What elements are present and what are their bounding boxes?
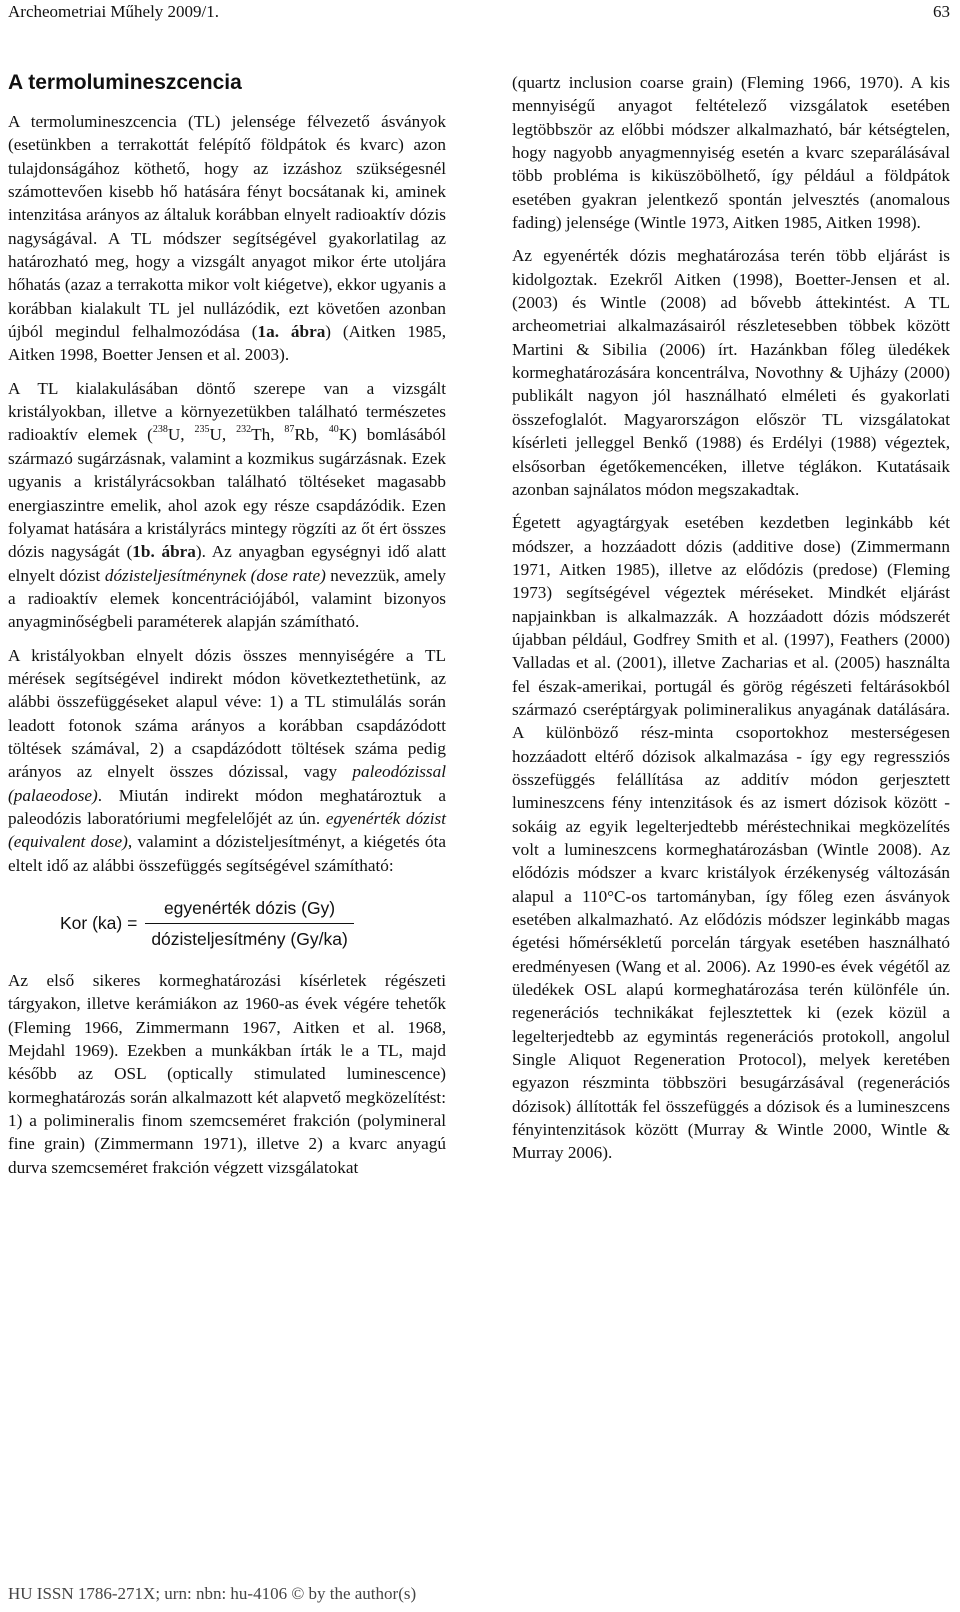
right-column bbox=[512, 71, 950, 1175]
text-run: ). Az anyagban egységnyi idő alatt elnyelt dózist bbox=[8, 542, 447, 585]
text-run: A kristályokban elnyelt dózis összes mennyiségére a TL mérések segítségével indirekt módon következtethetünk, az alábbi összefüggéseket alapul véve: 1) a TL stimulálás során leadott fotonok száma arányos a korábban csapdázódott töltések számával, 2) a csapdázódott töltések száma pedig arányos az elnyelt összes dózissal, vagy bbox=[8, 645, 446, 782]
text-run: A TL kialakulásában döntő szerepe van a vizsgált kristályokban, illetve a környezetükben található természetes radioaktív elemek ( bbox=[8, 378, 446, 445]
element-symbol: Rb, bbox=[294, 425, 329, 445]
text-run: ) (Aitken 1985, Aitken 1998, Boetter Jensen et al. 2003). bbox=[8, 322, 446, 365]
paragraph-radioactive-elements bbox=[8, 377, 446, 634]
term-paleodose: paleodózissal (palaeodose) bbox=[8, 762, 446, 805]
isotope-mass: 232 bbox=[236, 424, 252, 436]
section-heading: A termolumineszcencia bbox=[8, 71, 242, 94]
text-run: nevezzük, amely a radioaktív elemek koncentrációjából, valamint bizonyos anyagminőségbeli paraméterek alapján számítható. bbox=[8, 565, 446, 632]
journal-title: Archeometriai Műhely 2009/1. bbox=[8, 2, 220, 21]
page-number: 63 bbox=[933, 2, 950, 21]
page-header bbox=[8, 0, 950, 26]
paragraph-paleodose bbox=[8, 644, 446, 877]
left-column bbox=[8, 70, 446, 1189]
age-formula bbox=[60, 895, 446, 953]
paragraph-first-experiments: Az első sikeres kormeghatározási kísérletek régészeti tárgyakon, illetve kerámiákon az 1960-as évek végére tehetők (Fleming 1966, Zimmermann 1967, Aitken et al. 1968, Mejdahl 1969). Ezekben a munkákban írták le a TL, majd később az OSL (optically stimulated luminescence) kormeghatározás során alkalmazott két alapvető megközelítést: 1) a polimineralis finom szemcseméret frakción (polymineral fine grain) (Zimmermann 1971), illetve 2) a kvarc anyagú durva szemcseméret frakción végzett vizsgálatokat bbox=[8, 971, 446, 1177]
paragraph-equivalent-dose-methods: Az egyenérték dózis meghatározása terén több eljárást is kidolgoztak. Ezekről Aitken (1998), Boetter-Jensen et al. (2003) és Wintle (2008) ad bővebb áttekintést. A TL archeometriai alkalmazásairól részletesebben többek között Martini & Sibilia (2006) írt. Hazánkban főleg üledékek kormeghatározására koncentrálva, Novothny & Ujházy (2000) publikált nagyon jól használható elméleti és gyakorlati összefoglalót. Magyarországon először TL vizsgálatokat kísérleti jelleggel Benkő (1988) és Erdélyi (1988) végeztek, elsősorban égetőkemencéken, illetve téglákon. Kutatásaik azonban sajnálatos módon megszakadtak. bbox=[512, 246, 950, 499]
formula-denominator: dózisteljesítmény (Gy/ka) bbox=[145, 923, 353, 951]
formula-lhs: Kor (ka) = bbox=[60, 913, 138, 934]
text-run: K) bomlásából származó sugárzásnak, valamint a kozmikus sugárzásnak. Ezek ugyanis a kristályrácsokban található töltéseket magasabb energiaszintre emelik, ahol azok egy része csapdázódik. Ezen folyamat hatására a kristályrács mintegy rögzíti az őt ért összes dózis nagyságát ( bbox=[8, 425, 446, 562]
formula-fraction bbox=[145, 897, 353, 952]
paragraph-tl-intro bbox=[8, 110, 446, 367]
figure-ref-1a[interactable]: 1a. ábra bbox=[257, 322, 326, 342]
term-dose-rate: dózisteljesítménynek (dose rate) bbox=[104, 565, 326, 585]
isotope-mass: 235 bbox=[194, 424, 210, 436]
text-run: . Miután indirekt módon meghatároztuk a paleodózis laboratóriumi megfelelőjét az ún. bbox=[8, 785, 446, 828]
term-equivalent-dose: egyenérték dózist (equivalent dose) bbox=[8, 808, 446, 852]
paragraph-fired-clay: Égetett agyagtárgyak esetében kezdetben leginkább két módszer, a hozzáadott dózis (additive dose) (Zimmermann 1971, Aitken 1985), illetve az elődózis (predose) (Fleming 1973) segítségével végeztek méréseket. Mindkét eljárást napjainkban is alkalmazzák. A hozzáadott dózis módszerét újabban például, Godfrey Smith et al. (1997), Feathers (2000) Valladas et al. (2001), illetve Zacharias et al. (2005) használta fel észak-amerikai, portugál és görög régészeti feltárásokból származó cseréptárgyak polimineralikus anyagának datálására. A különböző rész-minta csoportokhoz mesterségesen hozzáadott eltérő dózisok alkalmazása - így egy regressziós összefüggés felállítása az additív módon gerjesztett lumineszcens fény intenzitások és az ismert dózisok között - sokáig az egyik legelterjedtebb méréstechnikai megközelítés volt a lumineszcens kormeghatározásban (Wintle 2008). Az elődózis módszer a kvarc kristályok érzékenység változásán alapul a 110°C-os tartományban, így főleg ezen ásványok esetében alkalmazható. Az elődózis módszer leginkább magas égetési hőmérsékletű porcelán tárgyak esetében használható eredményesen (Wang et al. 2006). Az 1990-es évek végétől az üledékek OSL alapú kormeghatározása terén különféle ún. regenerációs technikákat fejlesztettek ki (ezek közül a legelterjedtebb az egymintás regenerációs protokoll, angolul Single Aliquot Regeneration Protocol), melyek keretében egyazon részminta többszöri besugárzásával (regenerációs dózisok) állították fel összefüggés a dózisok és a lumineszcens fényintenzitások között (Murray & Wintle 2000, Wintle & Murray 2006). bbox=[512, 513, 950, 1163]
element-symbol: Th, bbox=[251, 425, 285, 445]
isotope-mass: 87 bbox=[284, 424, 295, 436]
text-run: , valamint a dózisteljesítményt, a kiégetés óta eltelt idő az alábbi összefüggés segítségével számítható: bbox=[8, 832, 446, 875]
text-run: A termolumineszcencia (TL) jelensége félvezető ásványok (esetünkben a terrakottát felépítő földpátok és kvarc) azon tulajdonságához köthető, hogy az izzáshoz szükségesnél számottevően kisebb hő hatására fényt bocsátanak ki, aminek intenzitása arányos az általuk korábban elnyelt radioaktív dózis nagyságával. A TL módszer segítségével gyakorlatilag az határozható meg, hogy a vizsgált anyagot mikor érte utoljára hőhatás (azaz a terrakotta mikor volt kiégetve), ekkor ugyanis a korábban kialakult TL jel nullázódik, ezt követően azonban újból megindul felhalmozódása ( bbox=[8, 112, 446, 342]
paragraph-quartz-inclusion: (quartz inclusion coarse grain) (Fleming 1966, 1970). A kis mennyiségű anyagot feltételező vizsgálatok esetében legtöbbször az előbbi módszer alkalmazható, bár kétségtelen, hogy nagyobb anyagmennyiség esetén a kvarc szeparálásával több probléma is kiküszöbölhető, így például a földpátok esetében gyakran jelentkező spontán jelvesztés (anomalous fading) jelensége (Wintle 1973, Aitken 1985, Aitken 1998). bbox=[512, 73, 950, 233]
element-symbol: U, bbox=[167, 425, 195, 445]
page-footer: HU ISSN 1786-271X; urn: nbn: hu-4106 © by the author(s) bbox=[8, 1584, 417, 1603]
isotope-mass: 238 bbox=[152, 424, 168, 436]
figure-ref-1b[interactable]: 1b. ábra bbox=[132, 542, 196, 562]
element-symbol: U, bbox=[209, 425, 237, 445]
isotope-mass: 40 bbox=[328, 424, 339, 436]
formula-numerator: egyenérték dózis (Gy) bbox=[163, 897, 336, 918]
